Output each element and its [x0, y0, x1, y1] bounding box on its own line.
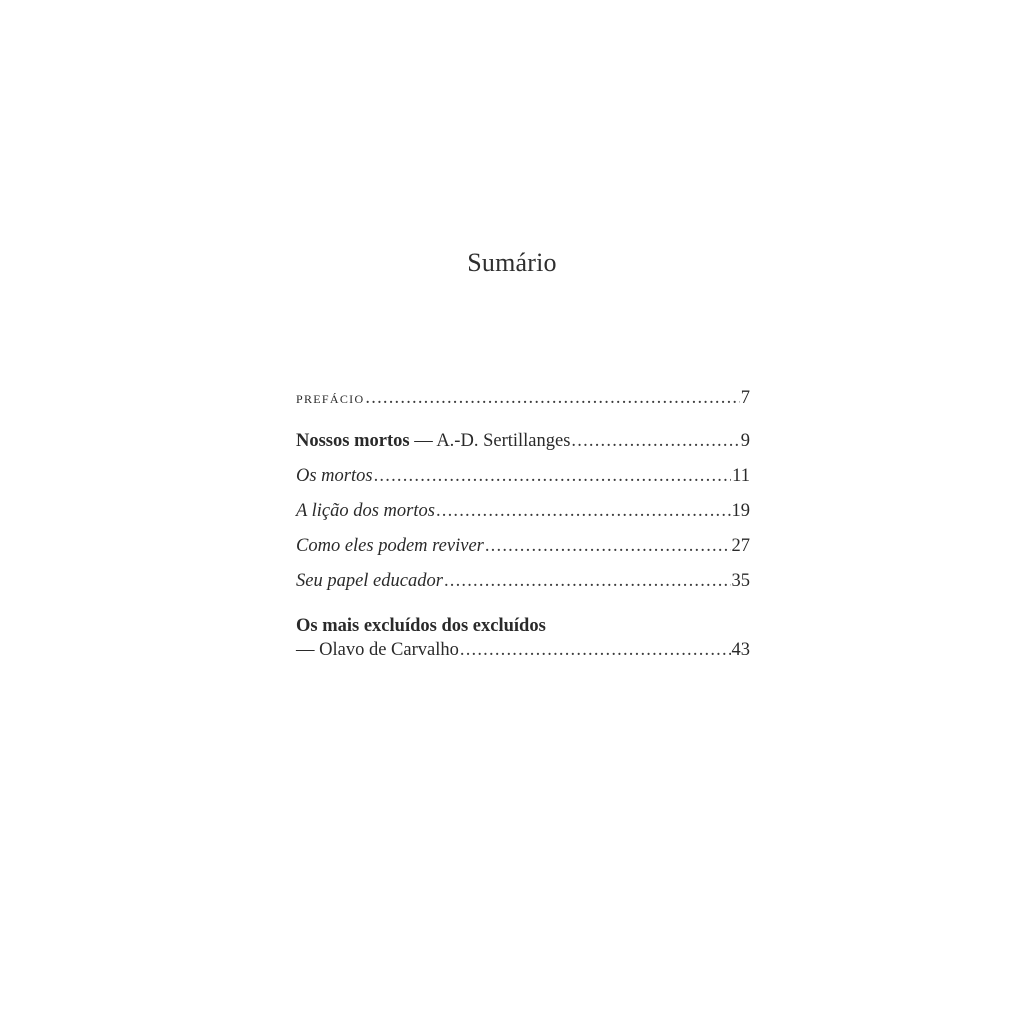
dot-leader — [485, 534, 731, 558]
toc-entry-label: Os mortos — [296, 466, 373, 486]
toc-entry-prefacio[interactable] — [296, 386, 750, 410]
dot-leader — [374, 464, 732, 488]
dot-leader — [444, 569, 731, 593]
toc-entry-label: Como eles podem reviver — [296, 536, 484, 556]
dot-leader — [571, 429, 739, 453]
dot-leader — [365, 386, 739, 410]
dot-leader — [460, 638, 731, 662]
toc-subentry[interactable] — [296, 569, 750, 593]
toc-entry-nossos-mortos[interactable] — [296, 429, 750, 453]
toc-entry-author: — Olavo de Carvalho — [296, 640, 459, 660]
toc-entry-author: A.-D. Sertillanges — [436, 431, 571, 451]
toc-entry-label: A lição dos mortos — [296, 501, 435, 521]
toc-entry-label — [296, 429, 570, 453]
toc-page-number: 19 — [731, 501, 750, 521]
toc-page-number: 9 — [740, 431, 750, 451]
toc-entry-label: prefácio — [296, 388, 365, 407]
toc-page-number: 27 — [731, 536, 750, 556]
toc-subentry[interactable] — [296, 499, 750, 523]
toc-page-number: 35 — [731, 571, 750, 591]
toc-entry-title-excluidos[interactable]: Os mais excluídos dos excluídos — [296, 616, 546, 636]
toc-page-number: 7 — [740, 388, 750, 408]
page-title: Sumário — [467, 248, 557, 277]
toc-entry-excluidos[interactable] — [296, 638, 750, 662]
toc-entry-label: Seu papel educador — [296, 571, 443, 591]
toc-subentry[interactable] — [296, 464, 750, 488]
toc-entry-title: Nossos mortos — [296, 431, 410, 451]
dot-leader — [436, 499, 731, 523]
toc-entry-separator: — — [409, 431, 437, 451]
toc-subentry[interactable] — [296, 534, 750, 558]
toc-page-number: 11 — [732, 466, 750, 486]
toc-page-number: 43 — [731, 640, 750, 660]
